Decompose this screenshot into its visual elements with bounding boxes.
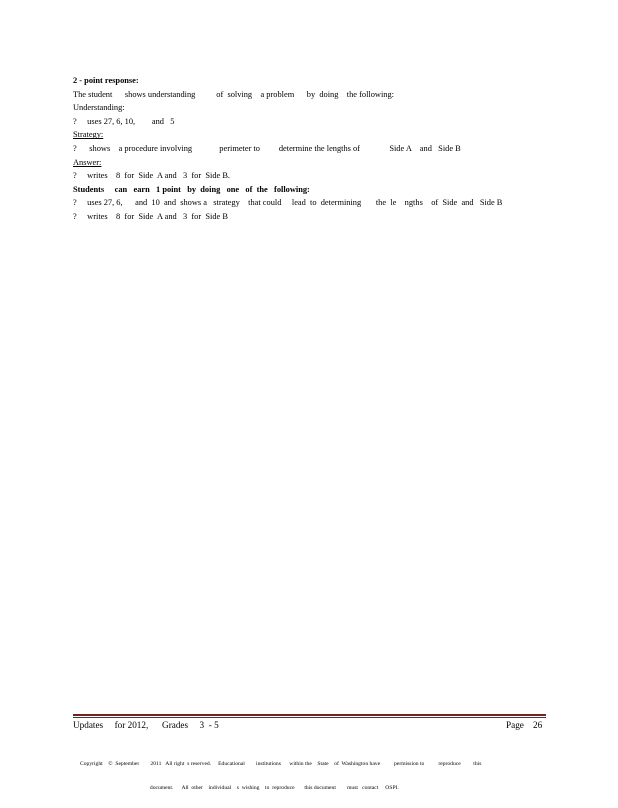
- answer-heading: Answer:: [73, 157, 102, 167]
- understanding-heading: Understanding:: [73, 103, 125, 113]
- two-point-response-heading: 2 - point response:: [73, 76, 139, 85]
- footer-title: Updates for 2012, Grades 3 - 5: [73, 720, 219, 730]
- copyright-line-2: document. All other individual s wishing to reproduce this document must contact OSPI.: [80, 785, 399, 791]
- strategy-heading: Strategy:: [73, 130, 104, 140]
- one-point-bullet-strategy: ? uses 27, 6, and 10 and shows a strategy that could lead to determining the le ngths of Side and Side B: [73, 198, 503, 208]
- two-point-intro-line: The student shows understanding of solving a problem by doing the following:: [73, 89, 395, 99]
- scoring-guide-content: [73, 74, 553, 224]
- footer-divider-thin: [73, 717, 546, 718]
- one-point-bullet-answer: ? writes 8 for Side A and 3 for Side B: [73, 211, 228, 221]
- copyright-line-1: Copyright © September 2011 All right s reserved. Educational institutions within the State of Washington have permission to reproduce this: [80, 761, 482, 767]
- page-number: Page 26: [506, 720, 543, 730]
- answer-bullet: ? writes 8 for Side A and 3 for Side B.: [73, 171, 231, 181]
- understanding-bullet: ? uses 27, 6, 10, and 5: [73, 116, 175, 126]
- strategy-bullet: ? shows a procedure involving perimeter to determine the lengths of Side A and Side B: [73, 143, 461, 153]
- copyright-notice: [80, 744, 540, 808]
- footer-divider-thick: [73, 714, 546, 716]
- one-point-heading: Students can earn 1 point by doing one of the following:: [73, 184, 310, 194]
